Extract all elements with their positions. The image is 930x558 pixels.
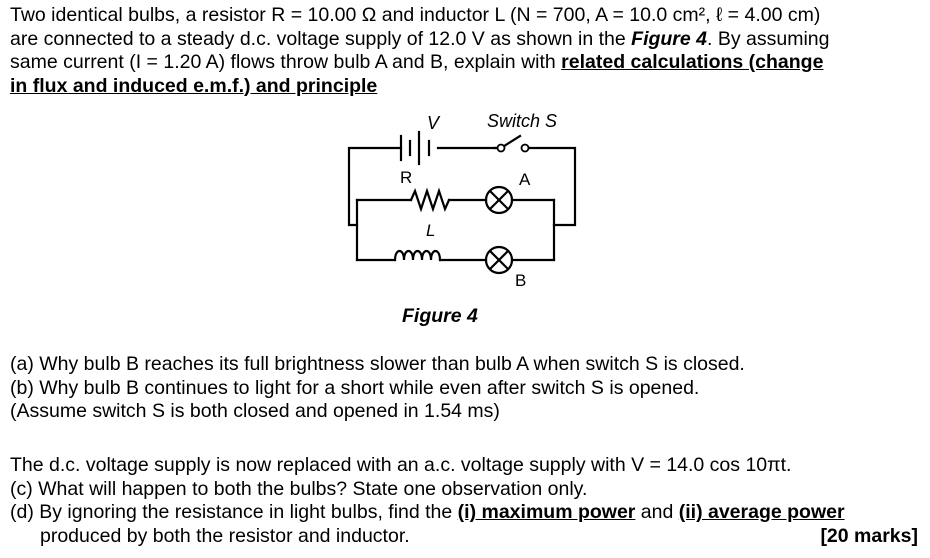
question-note: (Assume switch S is both closed and opened in 1.54 ms): [10, 400, 500, 422]
emphasis-text: related calculations (change: [561, 51, 824, 73]
emphasis-text: (i) maximum power: [457, 501, 636, 523]
question-a: (a) Why bulb B reaches its full brightness slower than bulb A when switch S is closed.: [10, 353, 745, 375]
question-d-text: produced by both the resistor and inductor.: [40, 524, 410, 547]
question-d: [10, 501, 922, 525]
intro-text: same current (I = 1.20 A) flows throw bulb A and B, explain with: [10, 51, 562, 73]
questions-a-b: [10, 353, 922, 424]
questions-c-d: [10, 454, 922, 548]
emphasis-text: (ii) average power: [678, 501, 845, 523]
question-b: (b) Why bulb B continues to light for a short while even after switch S is opened.: [10, 376, 700, 399]
ac-intro: The d.c. voltage supply is now replaced with an a.c. voltage supply with V = 14.0 cos 10πt.: [10, 454, 792, 476]
intro-text: are connected to a steady d.c. voltage supply of 12.0 V as shown in the: [10, 27, 632, 50]
intro-text: . By assuming: [707, 27, 830, 50]
question-c: (c) What will happen to both the bulbs? State one observation only.: [10, 477, 588, 500]
question-intro: [10, 4, 922, 98]
intro-line-2: [10, 28, 922, 52]
intro-line-3: [10, 51, 922, 75]
question-d-cont: [10, 525, 922, 549]
emphasis-text: in flux and induced e.m.f.) and principle: [10, 74, 378, 97]
question-d-text: and: [635, 501, 679, 523]
switch-contact: [522, 145, 529, 152]
figure-caption: Figure 4: [402, 305, 478, 327]
figure-reference: Figure 4: [631, 27, 708, 50]
switch-contact: [498, 145, 505, 152]
label-r: R: [400, 168, 413, 187]
circuit-wire-switch-right: [525, 148, 575, 225]
intro-line-4: [10, 75, 922, 99]
label-v: V: [427, 113, 440, 133]
circuit-diagram: [335, 103, 595, 303]
marks-label: [20 marks]: [820, 524, 918, 547]
label-a: A: [519, 170, 531, 189]
label-switch: Switch S: [487, 111, 558, 131]
label-l: L: [426, 221, 436, 240]
question-d-text: (d) By ignoring the resistance in light bulbs, find the: [10, 501, 458, 523]
inductor-coil: [395, 251, 440, 260]
label-b: B: [515, 271, 527, 290]
resistor-symbol: [411, 191, 449, 209]
intro-line-1: Two identical bulbs, a resistor R = 10.00 Ω and inductor L (N = 700, A = 10.0 cm², ℓ = 4.00 cm): [10, 4, 821, 26]
